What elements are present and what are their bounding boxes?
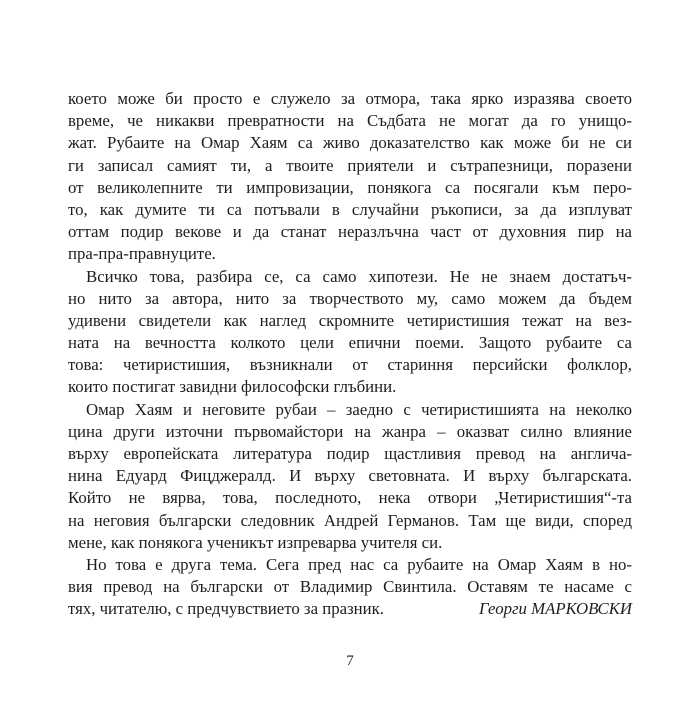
text-line: на неговия български следовник Андрей Германов. Там ще види, според	[68, 510, 632, 530]
text-line: Омар Хаям и неговите рубаи – заедно с четиристишията на неколко	[86, 399, 632, 419]
text-line: Всичко това, разбира се, са само хипотези. Не не знаем достатъч-	[86, 266, 632, 286]
text-line: но нито за автора, нито за творчеството му, само можем да бъдем	[68, 288, 632, 308]
text-line: Който не вярва, това, последното, нека отвори „Четиристишия“-та	[68, 488, 632, 508]
text-line: пра-пра-правнуците.	[68, 244, 216, 264]
text-line: което може би просто е служело за отмора, така ярко изразява своето	[68, 89, 632, 108]
text-line: върху европейската литература подир щастливия превод на англича-	[68, 444, 632, 463]
text-line: това: четиристишия, възникнали от стариння персийски фолклор,	[68, 355, 632, 375]
text-line: които постигат завидни философски глъбини.	[68, 377, 397, 397]
text-line: вия превод на български от Владимир Свинтила. Оставям те насаме с	[68, 577, 632, 597]
text-line: Но това е друга тема. Сега пред нас са рубаите на Омар Хаям в но-	[86, 554, 632, 574]
text-line: жат. Рубаите на Омар Хаям са живо доказателство как може би не си	[68, 133, 632, 153]
page-number: 7	[346, 653, 354, 669]
text-line: тях, читателю, с предчувствието за празник.	[68, 599, 384, 619]
text-line: цина други източни първомайстори на жанра – оказват силно влияние	[68, 421, 632, 441]
text-line: мене, как понякога ученикът изпреварва учителя си.	[68, 532, 443, 552]
text-line: нина Едуард Фицджералд. И върху световната. И върху българската.	[68, 466, 632, 486]
author-signature: Георги МАРКОВСКИ	[478, 599, 632, 618]
text-line: от великолепните ти импровизации, понякога са посягали към перо-	[68, 177, 632, 197]
body-text	[68, 88, 632, 621]
text-line: удивени свидетели как наглед скромните четиристишия тежат на вез-	[68, 310, 632, 330]
text-line: оттам подир векове и да станат неразлъчна част от духовния пир на	[68, 222, 632, 242]
text-line: време, че никакви превратности на Съдбата не могат да го унищо-	[68, 111, 632, 131]
text-line: ната на вечността колкото цели епични поеми. Защото рубаите са	[68, 333, 632, 353]
text-line: ги записал самият ти, а твоите приятели и сътрапезници, поразени	[68, 155, 632, 175]
text-line: то, как думите ти са потъвали в случайни ръкописи, за да изплуват	[68, 199, 632, 219]
